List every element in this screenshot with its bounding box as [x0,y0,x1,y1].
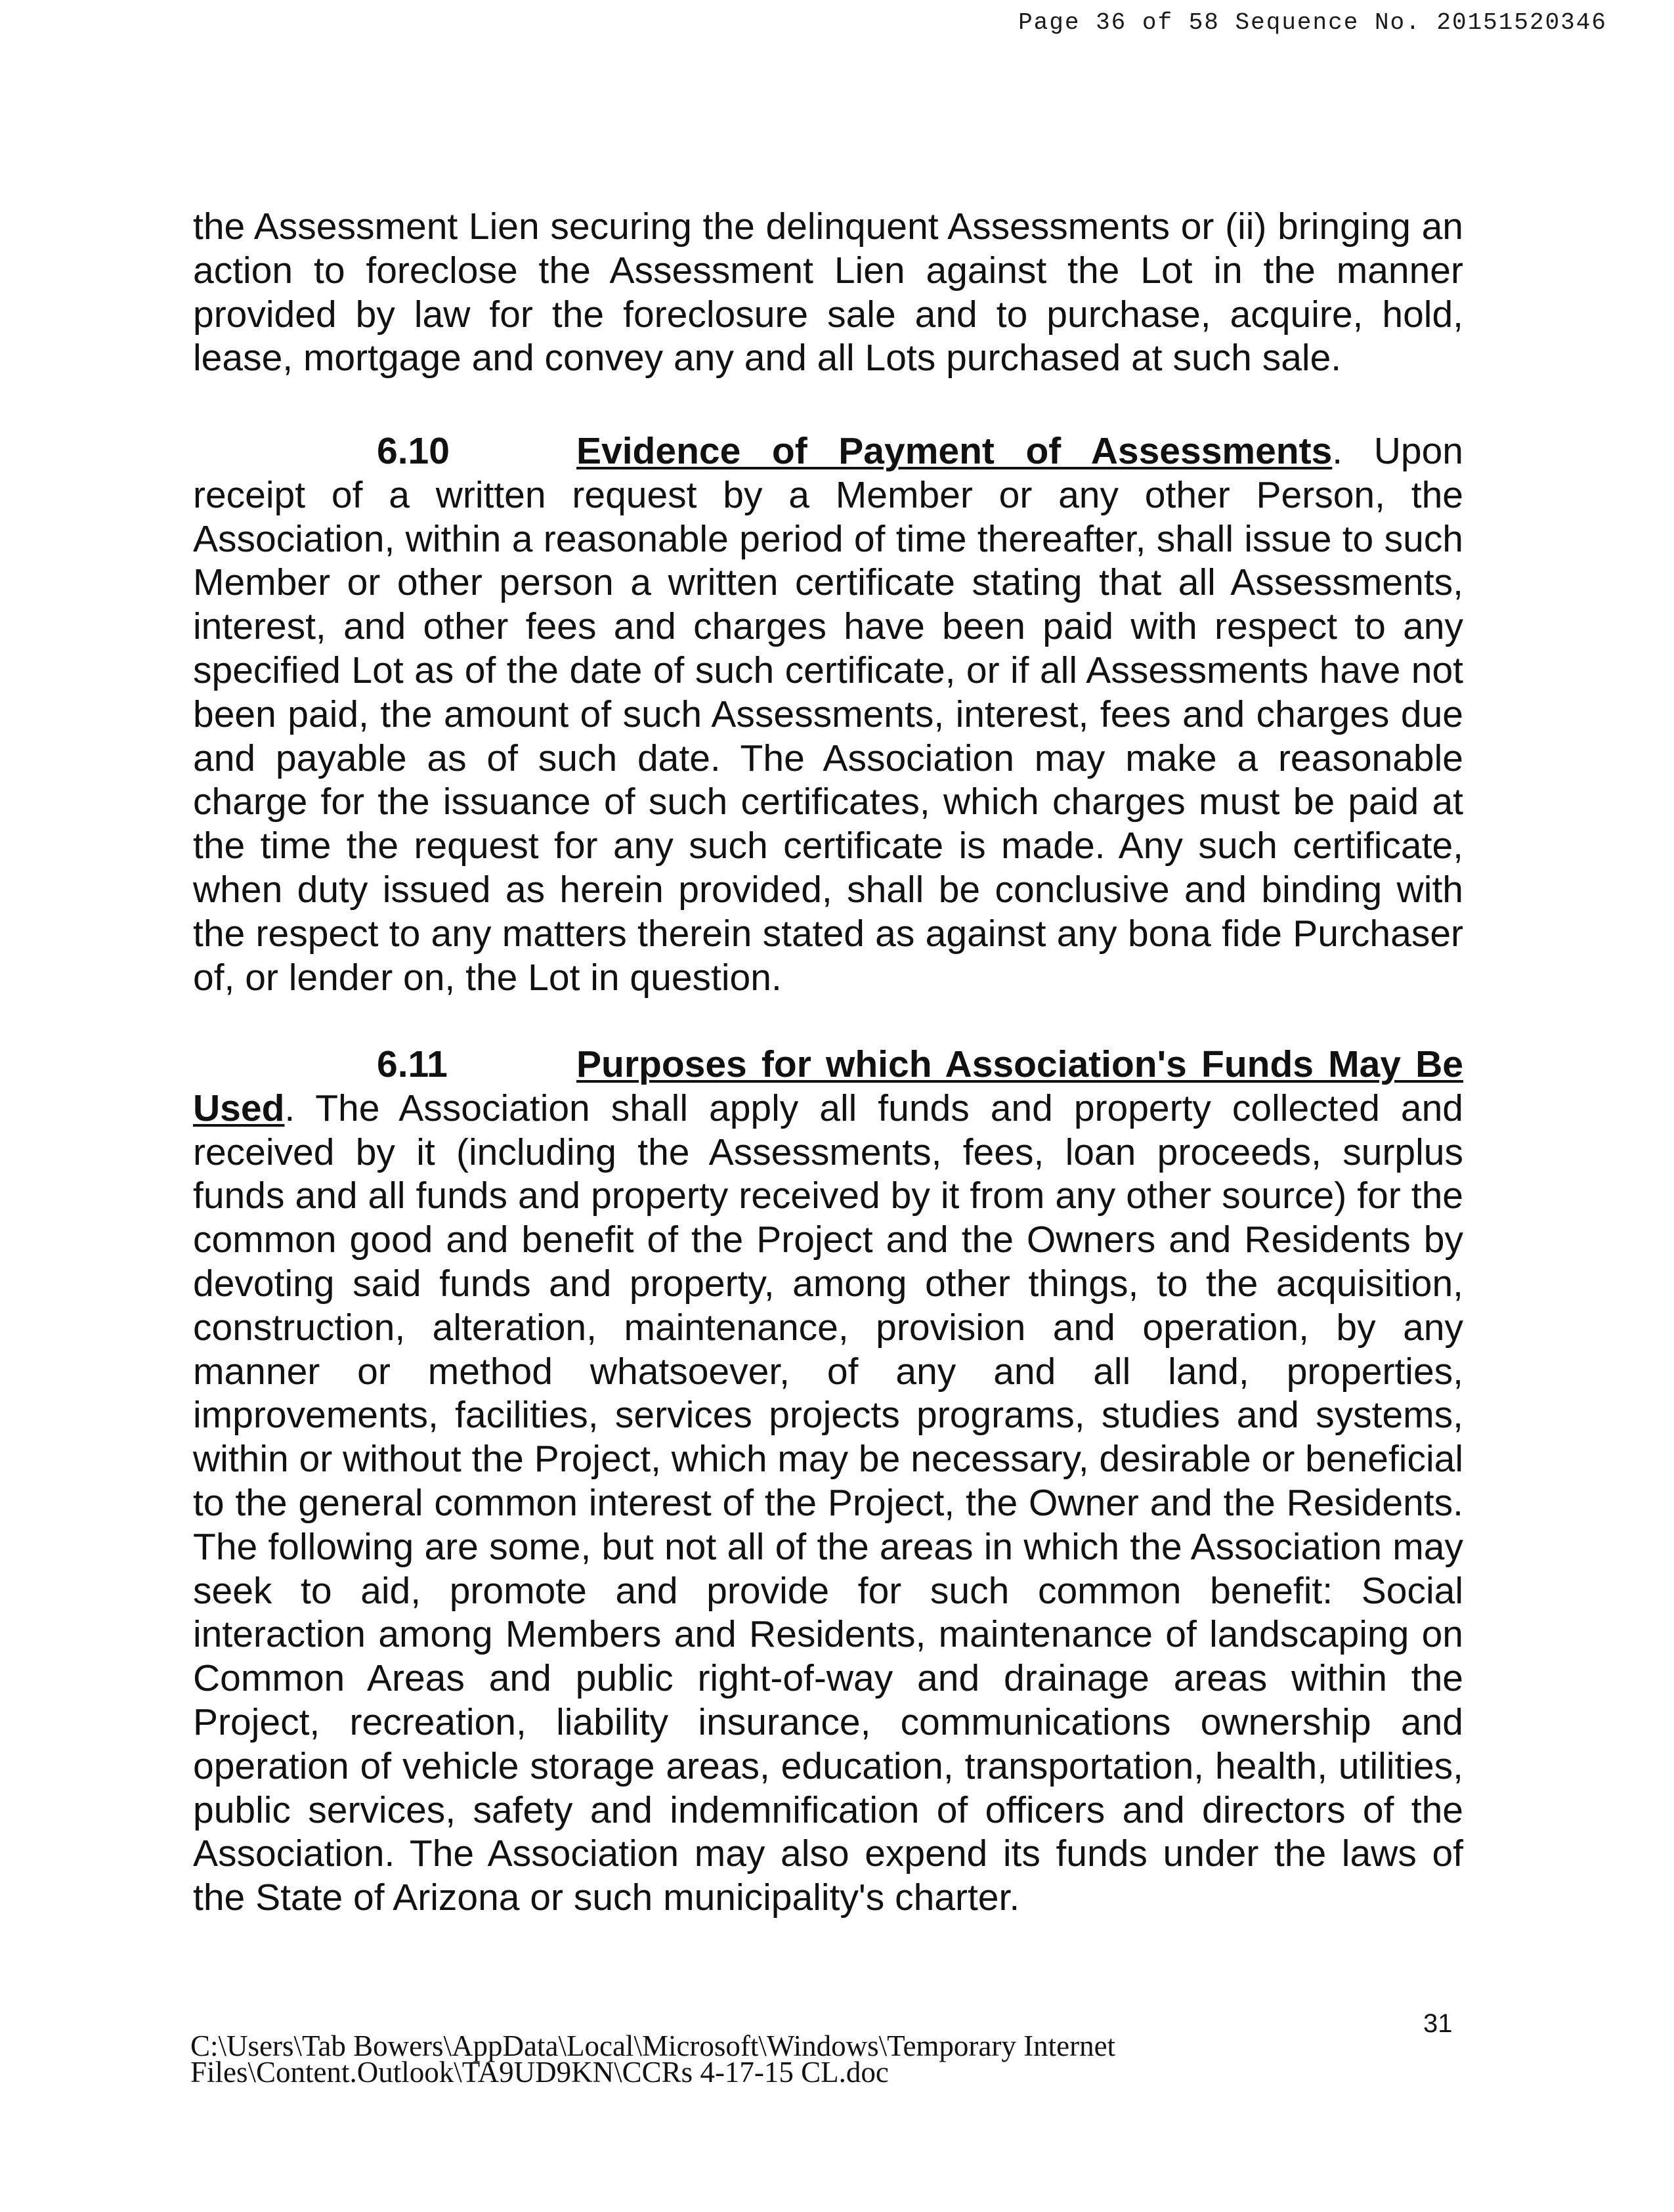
section-6-11-paragraph [193,1043,1463,1920]
section-6-10-paragraph [193,429,1463,999]
section-6-11-number: 6.11 [377,1043,448,1085]
file-path-line-1: C:\Users\Tab Bowers\AppData\Local\Microsoft\Windows\Temporary Internet [190,2029,1116,2062]
page-number: 31 [1423,2009,1453,2038]
file-path-footer [190,2029,1116,2089]
section-6-11-title: Purposes for which Association's Funds May Be Used [193,1043,1463,1129]
section-6-11 [193,1043,1463,1920]
recording-stamp: Page 36 of 58 Sequence No. 20151520346 [1018,9,1607,36]
section-6-10-title: Evidence of Payment of Assessments [576,430,1333,472]
continued-paragraph-text: the Assessment Lien securing the delinquent Assessments or (ii) bringing an action to foreclose the Assessment Lien against the Lot in the manner provided by law for the foreclosure sale and to purchase, acquire, hold, lease, mortgage and convey any and all Lots purchased at such sale. [193,206,1463,380]
section-6-10 [193,429,1463,999]
section-6-11-body: . The Association shall apply all funds and property collected and received by it (including the Assessments, fees, loan proceeds, surplus funds and all funds and property received by it from any other source) for the common good and benefit of the Project and the Owners and Residents by devoting said funds and property, among other things, to the acquisition, construction, alteration, maintenance, provision and operation, by any manner or method whatsoever, of any and all land, properties, improvements, facilities, services projects programs, studies and systems, within or without the Project, which may be necessary, desirable or beneficial to the general common interest of the Project, the Owner and the Residents. The following are some, but not all of the areas in which the Association may seek to aid, promote and provide for such common benefit: Social interaction among Members and Residents, maintenance of landscaping on Common Areas and public right-of-way and drainage areas within the Project, recreation, liability insurance, communications ownership and operation of vehicle storage areas, education, transportation, health, utilities, public services, safety and indemnification of officers and directors of the Association. The Association may also expend its funds under the laws of the State of Arizona or such municipality's charter. [193,1087,1463,1919]
file-path-line-2: Files\Content.Outlook\TA9UD9KN\CCRs 4-17-15 CL.doc [190,2056,889,2089]
continued-paragraph [193,205,1463,380]
section-6-10-body: . Upon receipt of a written request by a Member or any other Person, the Association, within a reasonable period of time thereafter, shall issue to such Member or other person a written certificate stating that all Assessments, interest, and other fees and charges have been paid with respect to any specified Lot as of the date of such certificate, or if all Assessments have not been paid, the amount of such Assessments, interest, fees and charges due and payable as of such date. The Association may make a reasonable charge for the issuance of such certificates, which charges must be paid at the time the request for any such certificate is made. Any such certificate, when duty issued as herein provided, shall be conclusive and binding with the respect to any matters therein stated as against any bona fide Purchaser of, or lender on, the Lot in question. [193,430,1463,999]
section-6-10-number: 6.10 [377,430,450,472]
